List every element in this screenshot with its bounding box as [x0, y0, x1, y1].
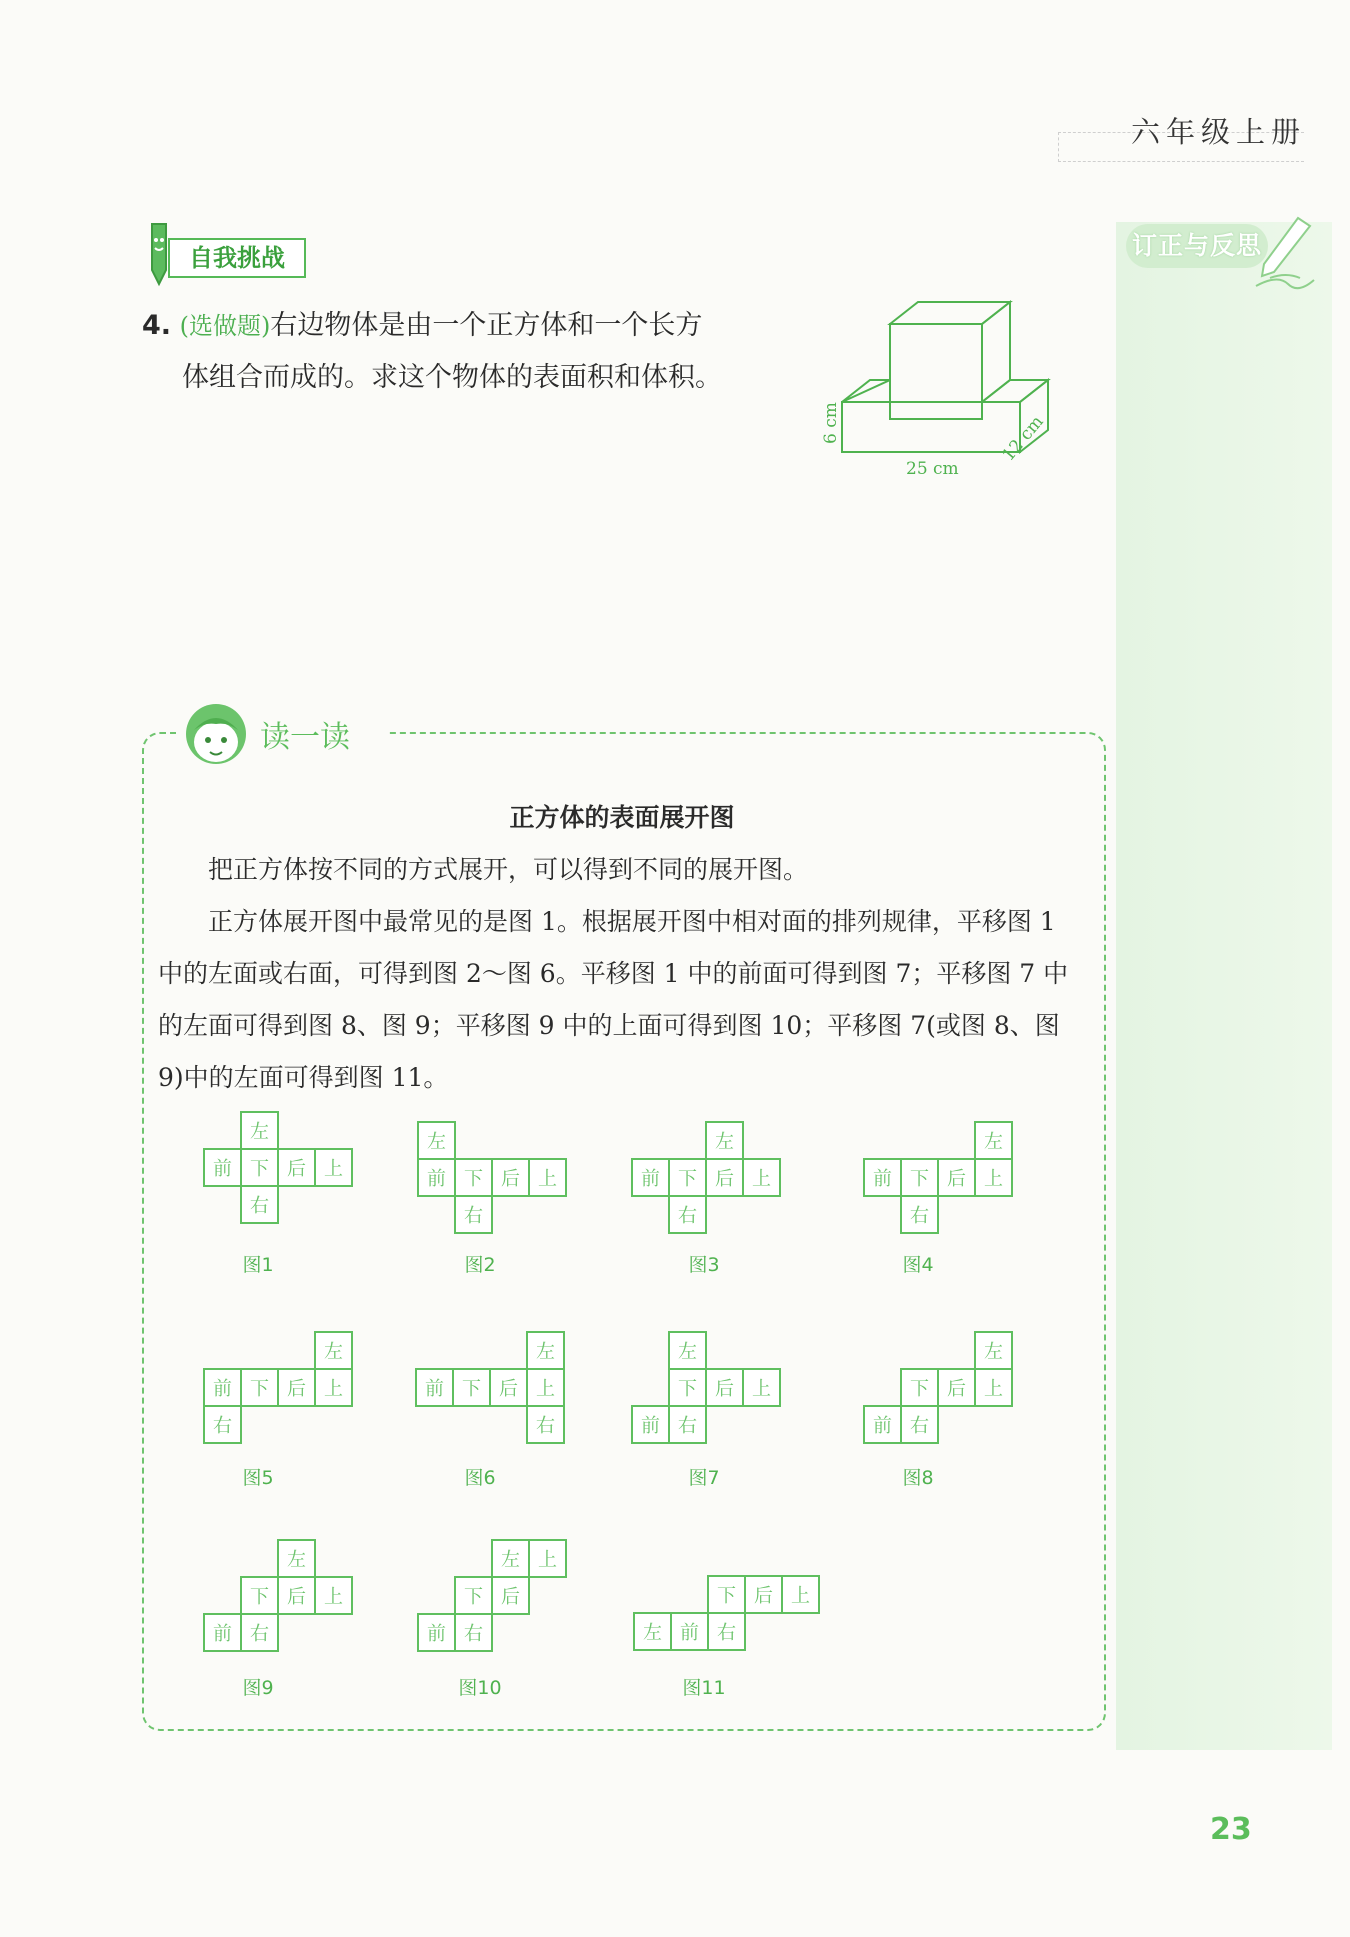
- net-face-label: 后: [714, 1377, 735, 1400]
- net-face-label: 下: [461, 1377, 482, 1400]
- net-face-label: 左: [714, 1130, 735, 1153]
- net-face-label: 前: [212, 1377, 233, 1400]
- net-face-label: 前: [872, 1167, 893, 1190]
- net-caption: 图7: [688, 1467, 720, 1489]
- net-face-label: 前: [424, 1377, 445, 1400]
- net-face-label: 左: [286, 1548, 307, 1571]
- net-face-label: 后: [286, 1585, 307, 1608]
- net-face-label: 右: [909, 1414, 930, 1437]
- net-face-label: 左: [983, 1340, 1004, 1363]
- net-face-label: 左: [249, 1120, 270, 1143]
- net-face-label: 下: [249, 1585, 270, 1608]
- reading-heading: 读一读: [260, 720, 350, 755]
- net-face-label: 后: [753, 1584, 774, 1607]
- net-face-label: 右: [677, 1414, 698, 1437]
- net-face-label: 前: [426, 1622, 447, 1645]
- question-line-2: 体组合而成的。求这个物体的表面积和体积。: [182, 362, 722, 393]
- article-paragraph-1: 把正方体按不同的方式展开，可以得到不同的展开图。: [208, 855, 809, 884]
- net-face-label: 后: [286, 1377, 307, 1400]
- net-face-label: 上: [751, 1377, 772, 1400]
- challenge-tag: 自我挑战: [168, 238, 306, 278]
- net-caption: 图1: [242, 1254, 274, 1276]
- net-face-label: 下: [463, 1167, 484, 1190]
- net-face-label: 右: [716, 1621, 737, 1644]
- net-face-label: 下: [909, 1377, 930, 1400]
- net-face-label: 后: [500, 1585, 521, 1608]
- net-face-label: 前: [872, 1414, 893, 1437]
- net-caption: 图3: [688, 1254, 720, 1276]
- cube-net-7: [632, 1332, 780, 1443]
- net-face-label: 右: [909, 1204, 930, 1227]
- net-face-label: 前: [212, 1157, 233, 1180]
- cube-net-9: [204, 1540, 352, 1651]
- net-face-label: 左: [642, 1621, 663, 1644]
- net-face-label: 前: [426, 1167, 447, 1190]
- net-face-label: 上: [323, 1377, 344, 1400]
- net-face-label: 右: [677, 1204, 698, 1227]
- cube-net-4: [864, 1122, 1012, 1233]
- net-face-label: 下: [716, 1584, 737, 1607]
- net-caption: 图10: [458, 1677, 502, 1699]
- net-face-label: 上: [537, 1548, 558, 1571]
- net-face-label: 上: [535, 1377, 556, 1400]
- cube-net-10: [418, 1540, 566, 1651]
- net-face-label: 右: [463, 1204, 484, 1227]
- net-face-label: 后: [500, 1167, 521, 1190]
- cube-net-5: [204, 1332, 352, 1443]
- net-face-label: 下: [249, 1377, 270, 1400]
- net-face-label: 后: [286, 1157, 307, 1180]
- net-face-label: 上: [323, 1157, 344, 1180]
- net-face-label: 下: [909, 1167, 930, 1190]
- net-face-label: 前: [640, 1414, 661, 1437]
- net-face-label: 上: [790, 1584, 811, 1607]
- cube-net-1: [204, 1112, 352, 1223]
- net-caption: 图4: [902, 1254, 934, 1276]
- net-caption: 图2: [464, 1254, 496, 1276]
- cube-net-2: [418, 1122, 566, 1233]
- page-number: 23: [1210, 1812, 1252, 1847]
- net-face-label: 下: [677, 1377, 698, 1400]
- net-caption: 图8: [902, 1467, 934, 1489]
- net-face-label: 右: [535, 1414, 556, 1437]
- cube-net-3: [632, 1122, 780, 1233]
- net-face-label: 右: [212, 1414, 233, 1437]
- net-face-label: 上: [751, 1167, 772, 1190]
- cube-net-11: [634, 1576, 819, 1650]
- net-face-label: 左: [426, 1130, 447, 1153]
- article-title: 正方体的表面展开图: [509, 803, 735, 832]
- net-caption: 图11: [682, 1677, 726, 1699]
- question-optional-tag: (选做题): [179, 312, 271, 340]
- cube-net-6: [416, 1332, 564, 1443]
- net-face-label: 右: [463, 1622, 484, 1645]
- net-face-label: 下: [463, 1585, 484, 1608]
- question-line-1: 右边物体是由一个正方体和一个长方: [270, 310, 703, 341]
- sidebar-title: 订正与反思: [1126, 224, 1268, 268]
- net-face-label: 下: [677, 1167, 698, 1190]
- net-caption: 图9: [242, 1677, 274, 1699]
- width-label: 12 cm: [998, 411, 1048, 466]
- header-title: 六年级上册: [1130, 115, 1306, 149]
- net-face-label: 前: [212, 1622, 233, 1645]
- net-face-label: 上: [983, 1167, 1004, 1190]
- net-face-label: 左: [983, 1130, 1004, 1153]
- length-label: 25 cm: [906, 459, 959, 479]
- cube-net-8: [864, 1332, 1012, 1443]
- net-face-label: 前: [679, 1621, 700, 1644]
- net-face-label: 后: [946, 1377, 967, 1400]
- question-number: 4.: [142, 310, 172, 341]
- net-caption: 图5: [242, 1467, 274, 1489]
- net-face-label: 左: [677, 1340, 698, 1363]
- net-face-label: 后: [946, 1167, 967, 1190]
- net-face-label: 下: [249, 1157, 270, 1180]
- net-face-label: 右: [249, 1194, 270, 1217]
- height-label: 6 cm: [821, 402, 841, 444]
- net-face-label: 上: [323, 1585, 344, 1608]
- net-face-label: 右: [249, 1622, 270, 1645]
- net-face-label: 上: [983, 1377, 1004, 1400]
- net-face-label: 后: [498, 1377, 519, 1400]
- net-face-label: 左: [535, 1340, 556, 1363]
- net-face-label: 上: [537, 1167, 558, 1190]
- article-paragraph-2: 正方体展开图中最常见的是图 1。根据展开图中相对面的排列规律，平移图 1 中的左面或右面，可得到图 2～图 6。平移图 1 中的前面可得到图 7；平移图 7 中的左面可得到图 8、图 9；平移图 9 中的上面可得到图 10；平移图 7(或图 8、图 9)中的左面可得到图 11。: [158, 907, 1069, 1092]
- net-face-label: 后: [714, 1167, 735, 1190]
- net-face-label: 左: [323, 1340, 344, 1363]
- net-face-label: 前: [640, 1167, 661, 1190]
- net-face-label: 左: [500, 1548, 521, 1571]
- net-caption: 图6: [464, 1467, 496, 1489]
